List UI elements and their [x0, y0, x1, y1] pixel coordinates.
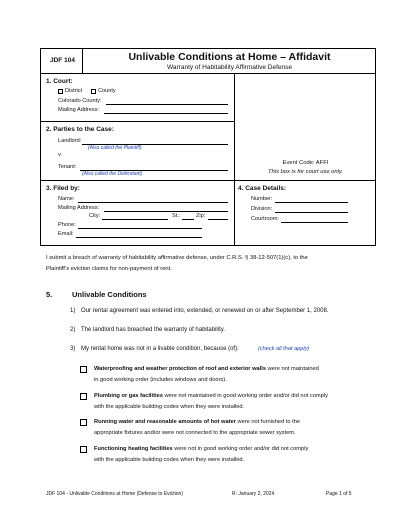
heating-bold: Functioning heating facilities — [94, 446, 173, 452]
zip-field[interactable] — [208, 219, 228, 220]
case-number-label: Number: — [251, 196, 273, 202]
hot-water-bold: Running water and reasonable amounts of hot water — [94, 419, 236, 425]
heating-rest: were not in good working order and/or did not comply — [172, 446, 309, 452]
heating-checkbox[interactable] — [80, 446, 87, 453]
item-1-text: Our rental agreement was entered into, extended, or renewed on or after September 1, 2008. — [81, 308, 329, 314]
division-field[interactable] — [275, 212, 348, 213]
heating-line-1 — [94, 446, 308, 453]
filed-by-heading: 3. Filed by: — [46, 185, 80, 192]
item-3-text: My rental home was not in a livable condition, because (of): — [81, 346, 239, 352]
item-3-hint: (check all that apply) — [258, 346, 310, 352]
filer-mailing-address-label: Mailing Address: — [58, 205, 100, 211]
hot-water-checkbox[interactable] — [80, 419, 87, 426]
plumbing-line-2: with the applicable building codes when they were installed. — [94, 404, 245, 410]
district-label: District — [65, 88, 83, 94]
header-divider — [40, 73, 376, 74]
hot-water-rest: were not furnished to the — [235, 419, 301, 425]
city-label: City: — [89, 213, 101, 219]
versus-label: v. — [58, 152, 62, 158]
item-2-number: 2) — [70, 327, 76, 333]
intro-line-1: I submit a breach of warranty of habitability affirmative defense, under C.R.S. § 38-12-507(1)(c), to the — [46, 255, 308, 261]
county-label: County — [98, 88, 116, 94]
footer-center: R: January 2, 2024 — [232, 491, 275, 497]
filer-mailing-address-field[interactable] — [104, 211, 228, 212]
footer-left: JDF 104 - Unlivable Conditions at Home (Defense to Eviction) — [46, 491, 184, 497]
court-heading: 1. Court: — [46, 78, 73, 85]
item-3-number: 3) — [70, 346, 76, 352]
division-label: Division: — [251, 206, 273, 212]
waterproofing-line-1 — [94, 366, 319, 373]
tenant-label: Tenant: — [58, 164, 77, 170]
plumbing-bold: Plumbing or gas facilities — [94, 393, 163, 399]
parties-heading: 2. Parties to the Case: — [46, 126, 114, 133]
zip-label: Zip: — [196, 213, 206, 219]
waterproofing-checkbox[interactable] — [80, 366, 87, 373]
state-field[interactable] — [182, 219, 194, 220]
colorado-county-field[interactable] — [106, 104, 228, 105]
courtroom-label: Courtroom: — [251, 216, 279, 222]
plumbing-rest: were not maintained in good working order and/or did not comply — [162, 393, 328, 399]
hot-water-line-1 — [94, 419, 300, 426]
section5-number: 5. — [46, 290, 53, 299]
court-mailing-address-label: Mailing Address: — [58, 107, 100, 113]
name-field[interactable] — [78, 202, 228, 203]
landlord-hint: (Also called the Plaintiff) — [88, 145, 142, 151]
landlord-label: Landlord: — [58, 138, 82, 144]
colorado-county-label: Colorado County: — [58, 98, 102, 104]
heating-line-2: with the applicable building codes when they were installed. — [94, 457, 245, 463]
plumbing-checkbox[interactable] — [80, 393, 87, 400]
plumbing-line-1 — [94, 393, 328, 400]
footer-right: Page 1 of 5 — [326, 491, 352, 497]
tenant-hint: (Also called the Defendant) — [82, 171, 143, 177]
phone-label: Phone: — [58, 222, 76, 228]
county-checkbox[interactable] — [91, 89, 96, 94]
section5-heading: Unlivable Conditions — [72, 290, 147, 299]
item-1-number: 1) — [70, 308, 76, 314]
email-label: Email: — [58, 231, 74, 237]
court-mailing-address-field[interactable] — [104, 113, 228, 114]
district-checkbox[interactable] — [58, 89, 63, 94]
email-field[interactable] — [76, 237, 202, 238]
waterproofing-bold: Waterproofing and weather protection of roof and exterior walls — [94, 366, 267, 372]
case-number-field[interactable] — [275, 202, 348, 203]
hot-water-line-2: appropriate fixtures and/or were not connected to the appropriate sewer system. — [94, 430, 296, 436]
form-code: JDF 104 — [50, 57, 75, 64]
waterproofing-rest: were not maintained — [266, 366, 319, 372]
item-2-text: The landlord has breached the warranty of habitability. — [81, 327, 225, 333]
phone-field[interactable] — [78, 228, 202, 229]
parties-divider — [40, 180, 376, 181]
court-use-note: This box is for court use only. — [268, 169, 343, 175]
intro-line-2: Plaintiff’s eviction claims for non-payment of rent. — [46, 266, 172, 272]
name-label: Name: — [58, 196, 75, 202]
city-field[interactable] — [102, 219, 168, 220]
state-label: St.: — [172, 213, 181, 219]
event-code: Event Code: AFFI — [282, 160, 329, 166]
court-divider — [40, 121, 235, 122]
case-details-heading: 4. Case Details: — [238, 185, 287, 192]
waterproofing-line-2: in good working order (includes windows and doors). — [94, 377, 227, 383]
page-subtitle: Warranty of Habitability Affirmative Defense — [167, 64, 292, 71]
courtroom-field[interactable] — [281, 222, 348, 223]
page-title: Unlivable Conditions at Home – Affidavit — [128, 51, 331, 63]
